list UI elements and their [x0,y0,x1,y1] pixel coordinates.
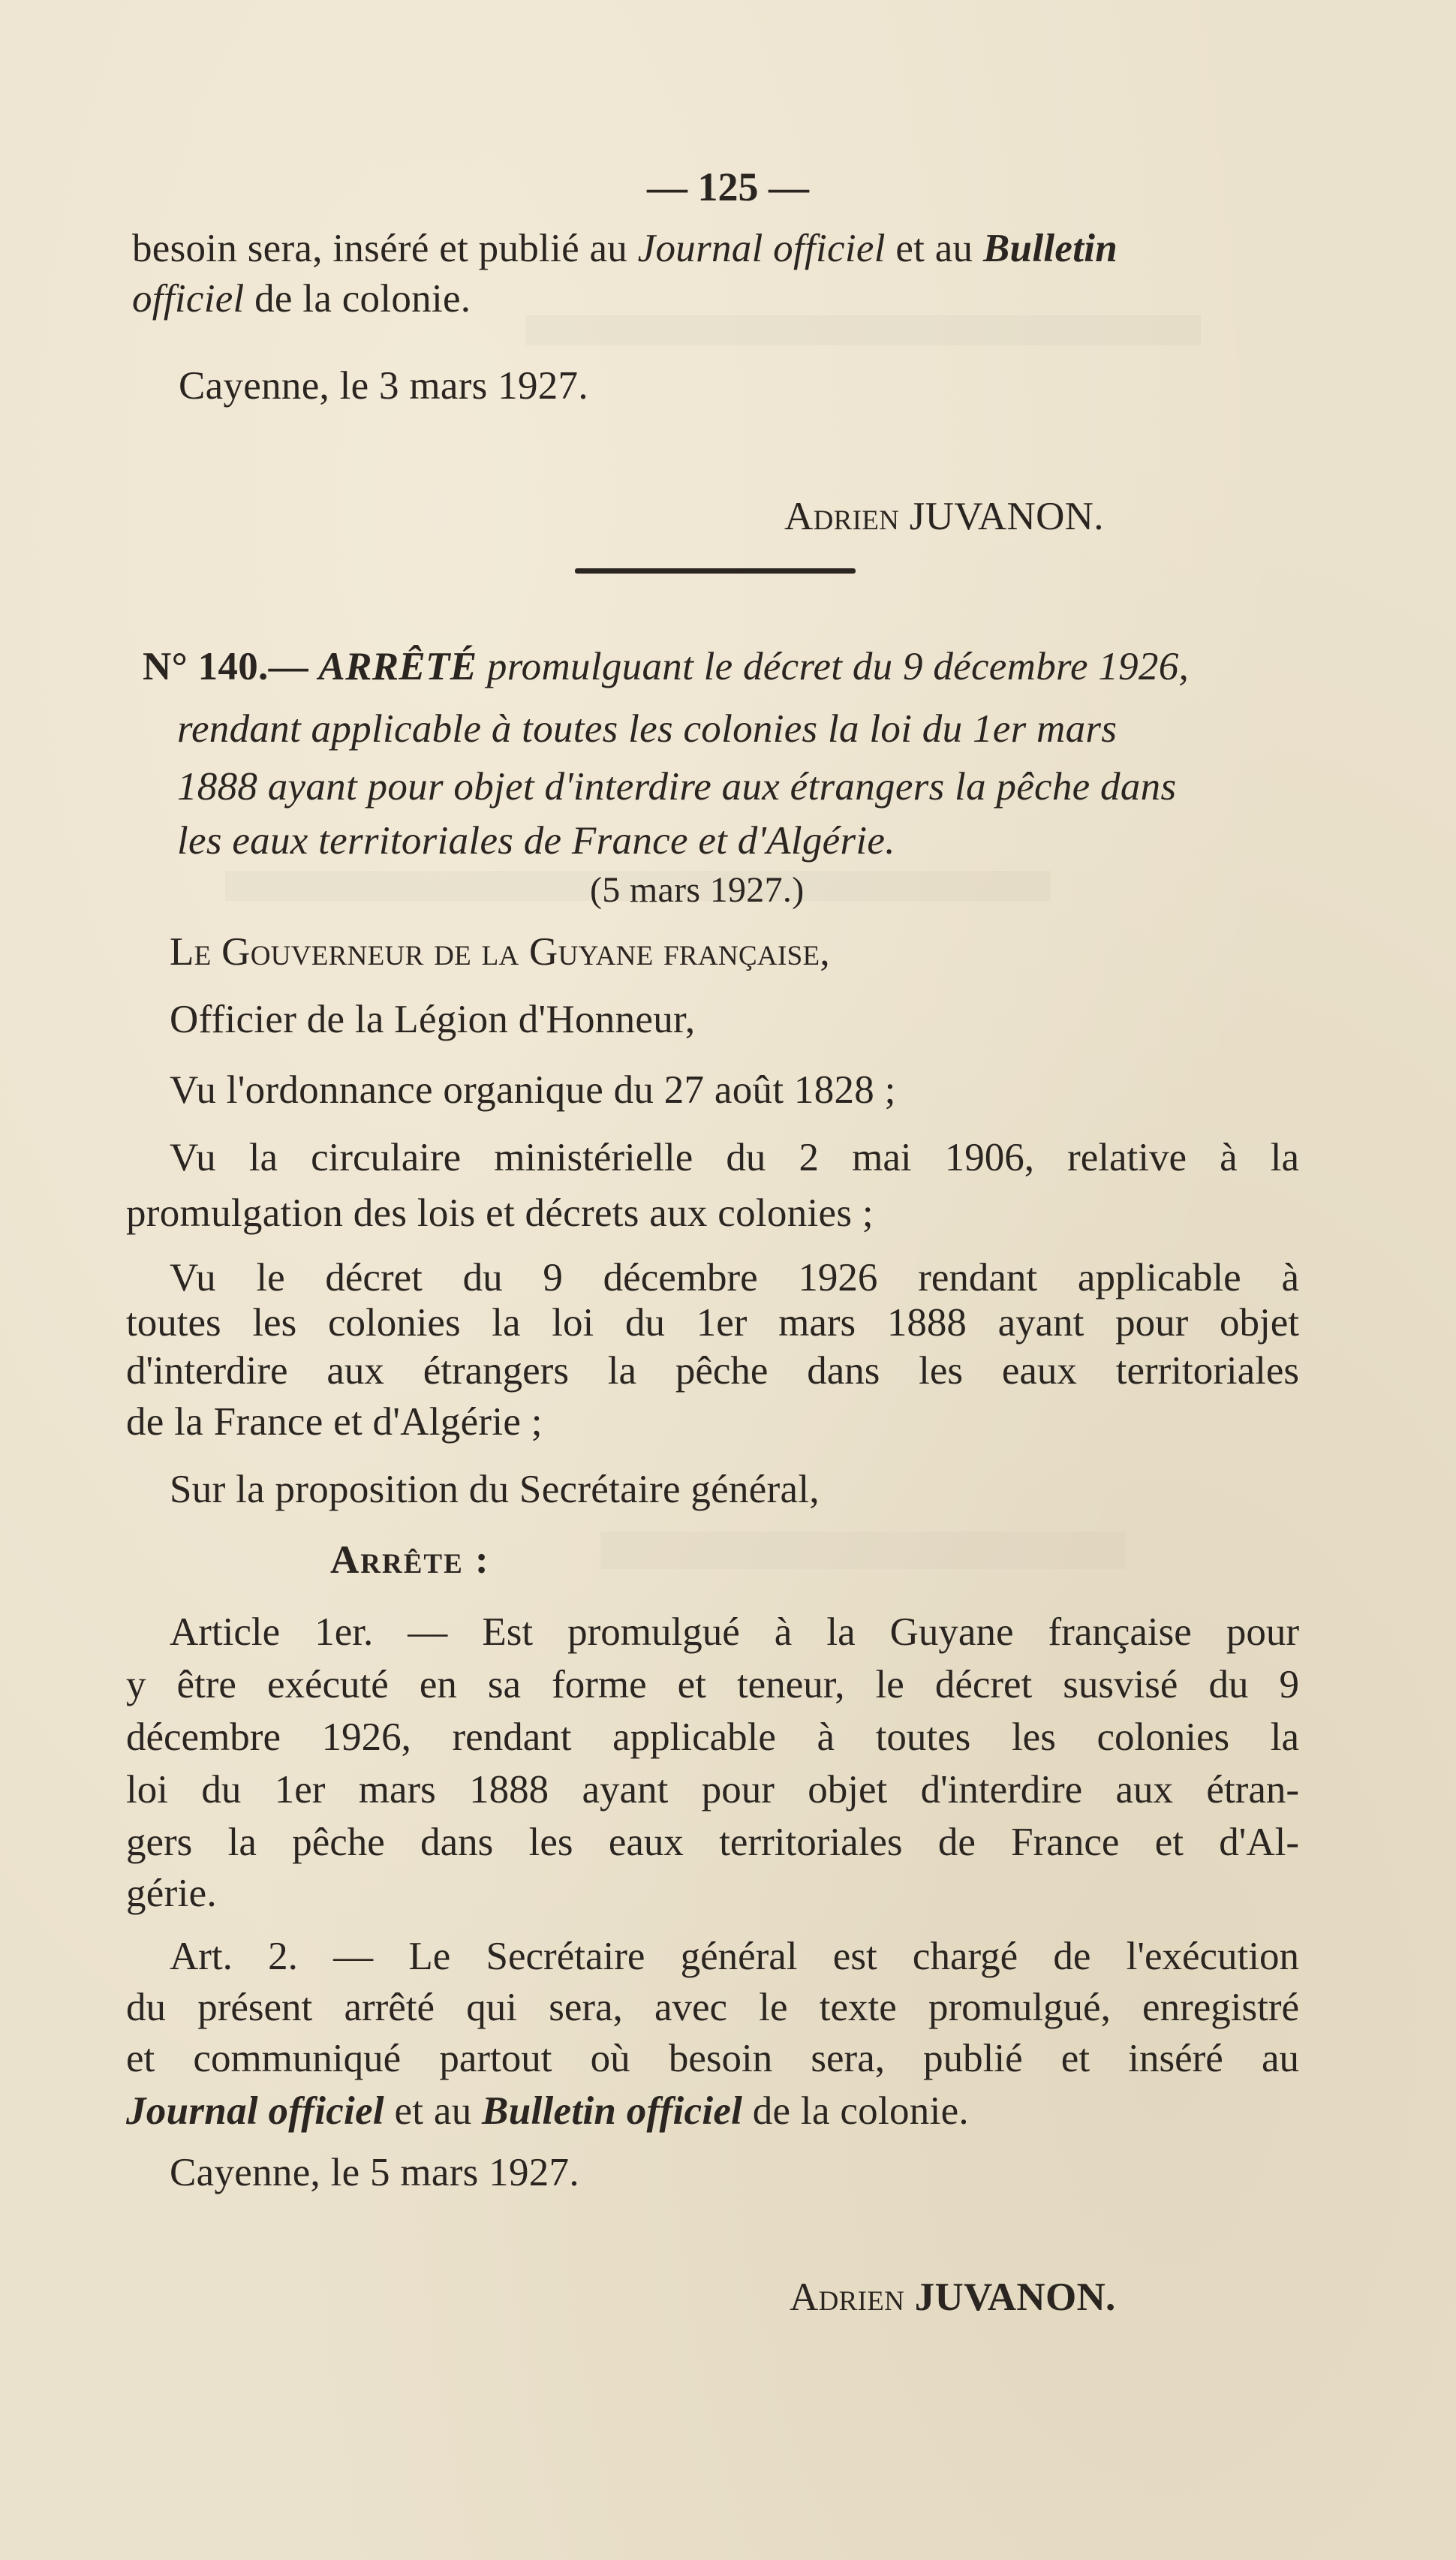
separator-rule [575,568,856,574]
arrete-title-line-2: rendant applicable à toutes les colonies la loi du 1er mars [177,707,1118,751]
show-through-texture [600,1531,1126,1569]
show-through-texture [525,315,1201,345]
officer-line: Officier de la Légion d'Honneur, [170,998,696,1041]
visa-circulaire-line-2: promulgation des lois et décrets aux colonies ; [126,1191,874,1235]
page-number: — 125 — [647,164,809,209]
visa-decret-line-1: Vu le décret du 9 décembre 1926 rendant applicable à [170,1256,1299,1300]
visa-decret-line-2: toutes les colonies la loi du 1er mars 1888 ayant pour objet [126,1301,1299,1345]
article-1-line-6: gérie. [126,1872,217,1915]
governor-line: Le Gouverneur de la Guyane française, [170,930,830,974]
arrete-heading-line-1: N° 140.— ARRÊTÉ promulguant le décret du 9 décembre 1926, [143,645,1190,688]
continuation-line-2: officiel de la colonie. [132,277,471,321]
article-2-line-4: Journal officiel et au Bulletin officiel de la colonie. [126,2089,969,2133]
proposition-line: Sur la proposition du Secrétaire général, [170,1468,820,1511]
article-2-line-2: du présent arrêté qui sera, avec le texte promulgué, enregistré [126,1986,1299,2029]
date-line: Cayenne, le 3 mars 1927. [179,364,588,408]
visa-ordonnance: Vu l'ordonnance organique du 27 août 1828 ; [170,1068,896,1112]
arrete-date: (5 mars 1927.) [590,870,805,910]
arrete-title-line-3: 1888 ayant pour objet d'interdire aux étrangers la pêche dans [177,765,1177,809]
closing-signature: Adrien JUVANON. [790,2275,1116,2319]
arrete-title-line-4: les eaux territoriales de France et d'Algérie. [177,819,895,863]
article-2-line-3: et communiqué partout où besoin sera, publié et inséré au [126,2037,1299,2080]
article-1-line-1: Article 1er. — Est promulgué à la Guyane française pour [170,1610,1299,1654]
visa-decret-line-4: de la France et d'Algérie ; [126,1400,543,1444]
signature: Adrien JUVANON. [784,495,1104,538]
continuation-line-1: besoin sera, inséré et publié au Journal officiel et au Bulletin [132,227,1118,270]
article-1-line-3: décembre 1926, rendant applicable à toutes les colonies la [126,1715,1299,1759]
arrete-label: Arrête : [330,1538,490,1582]
article-1-line-5: gers la pêche dans les eaux territoriales de France et d'Al- [126,1821,1299,1864]
article-1-line-2: y être exécuté en sa forme et teneur, le décret susvisé du 9 [126,1663,1299,1706]
article-1-line-4: loi du 1er mars 1888 ayant pour objet d'interdire aux étran- [126,1768,1299,1812]
visa-decret-line-3: d'interdire aux étrangers la pêche dans les eaux territoriales [126,1349,1299,1393]
closing-date-line: Cayenne, le 5 mars 1927. [170,2151,579,2194]
article-2-line-1: Art. 2. — Le Secrétaire général est chargé de l'exécution [170,1935,1299,1978]
visa-circulaire-line-1: Vu la circulaire ministérielle du 2 mai 1906, relative à la [170,1136,1299,1179]
